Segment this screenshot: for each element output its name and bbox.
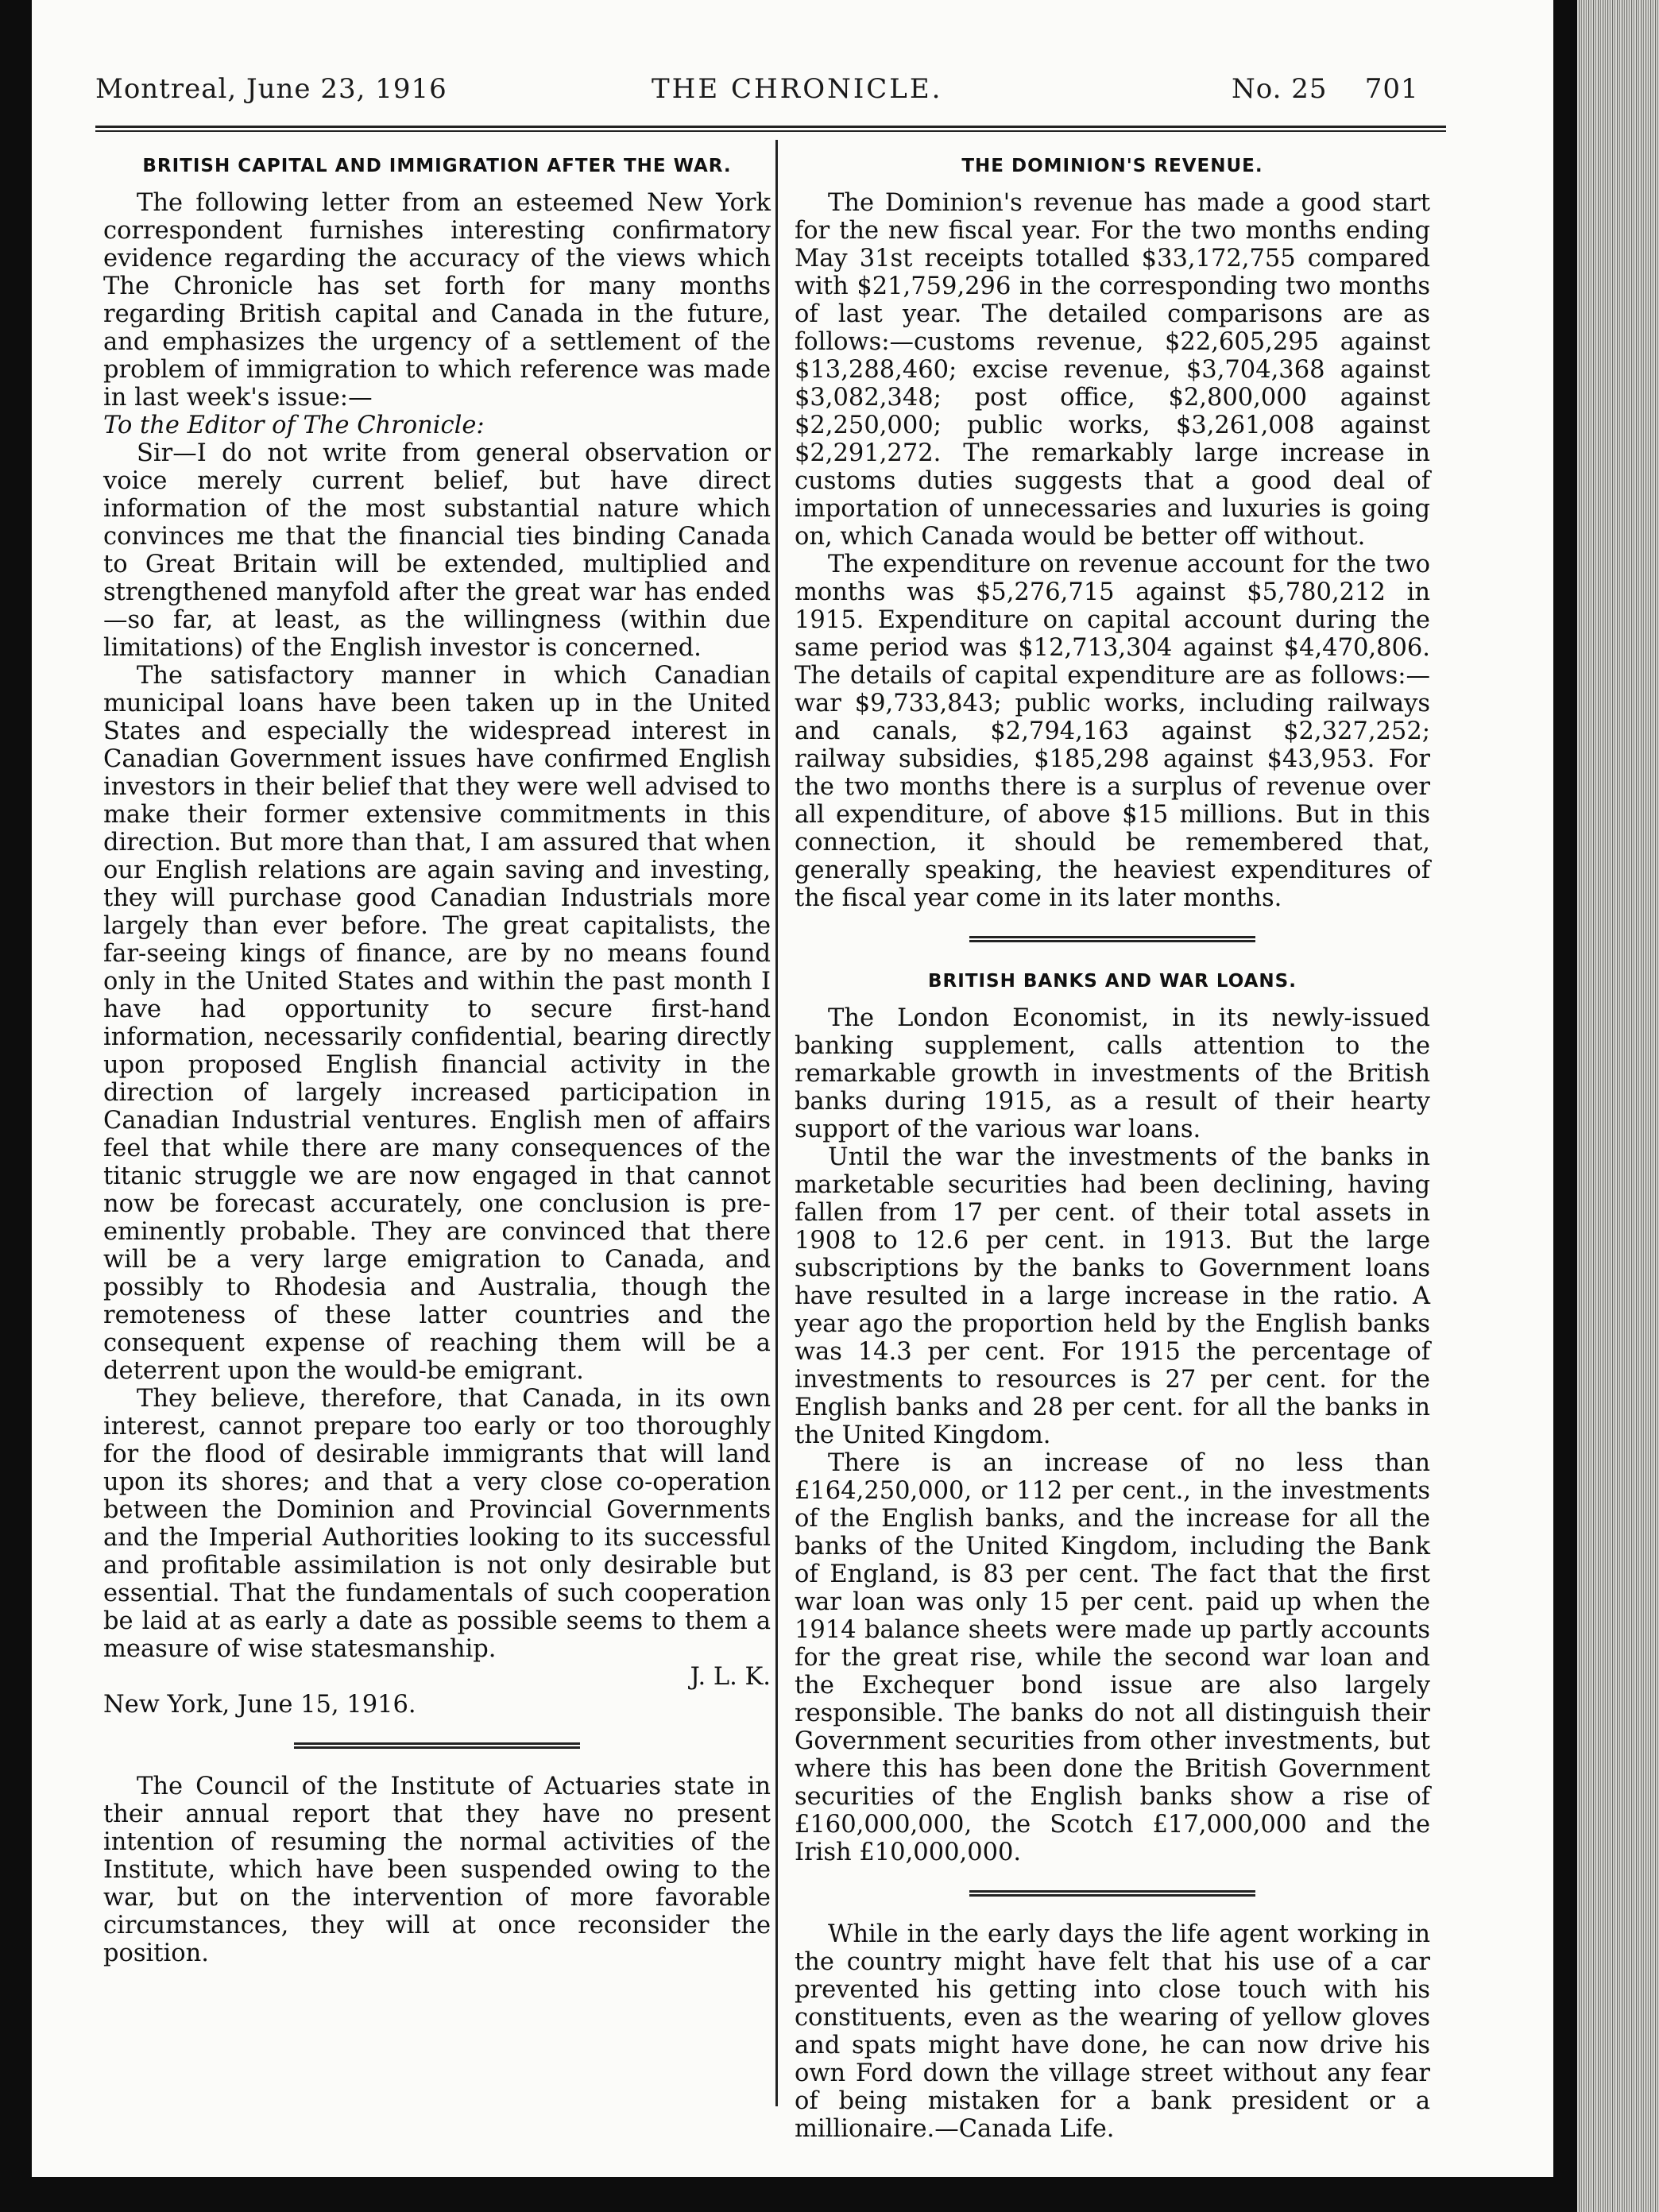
top-rule — [95, 126, 1446, 132]
header-date: Montreal, June 23, 1916 — [95, 73, 447, 105]
capital-intro: The following letter from an esteemed New York correspondent furnishes interesting confirmatory evidence regarding the accuracy of the views which The Chronicle has set forth for many months regarding British capital and Canada in the future, and emphasizes the urgency of a settlement of the problem of immigration to which reference was made in last week's issue:— — [103, 189, 771, 412]
capital-salutation: To the Editor of The Chronicle: — [103, 412, 485, 439]
header-title: THE CHRONICLE. — [652, 73, 943, 105]
column-divider — [775, 140, 778, 2106]
book-edge — [1577, 0, 1659, 2212]
capital-paragraph-3: They believe, therefore, that Canada, in its own interest, cannot prepare too early or too thoroughly for the flood of desirable immigrants that will land upon its shores; and that a very close co-operation between the Dominion and Provincial Governments and the Imperial Authorities looking to its successful and profitable assimilation is not only desirable but essential. That the fundamentals of such cooperation be laid at as early a date as possible seems to them a measure of wise statesmanship. — [103, 1385, 771, 1663]
capital-paragraph-1: Sir—I do not write from general observation or voice merely current belief, but have direct information of the most substantial nature which convinces me that the financial ties binding Canada to Great Britain will be extended, multiplied and strengthened manyfold after the great war has ended—so far, at least, as the willingness (within due limitations) of the English investor is concerned. — [103, 439, 771, 662]
article-title-revenue: THE DOMINION'S REVENUE. — [961, 156, 1263, 176]
separator-rule — [969, 1890, 1255, 1897]
separator-rule — [969, 936, 1255, 942]
banks-paragraph-1: The London Economist, in its newly-issued banking supplement, calls attention to the remarkable growth in investments of the British banks during 1915, as a result of their hearty support of the various war loans. — [795, 1004, 1430, 1143]
actuaries-paragraph: The Council of the Institute of Actuaries state in their annual report that they have no present intention of resuming the normal activities of the Institute, which have been suspended owing to the war, but on the intervention of more favorable circumstances, they will at once reconsider the position. — [103, 1773, 771, 1967]
banks-paragraph-3: There is an increase of no less than £164,250,000, or 112 per cent., in the investments of the English banks, and the increase for all the banks of the United Kingdom, including the Bank of England, is 83 per cent. The fact that the first war loan was only 15 per cent. paid up when the 1914 balance sheets were made up partly accounts for the great rise, while the second war loan and the Exchequer bond issue are also largely responsible. The banks do not all distinguish their Government securities from other investments, but where this has been done the British Government securities of the English banks show a rise of £160,000,000, the Scotch £17,000,000 and the Irish £10,000,000. — [795, 1449, 1430, 1866]
article-title-capital: BRITISH CAPITAL AND IMMIGRATION AFTER THE WAR. — [142, 156, 732, 176]
right-column — [795, 151, 1430, 2143]
banks-paragraph-2: Until the war the investments of the banks in marketable securities had been declining, having fallen from 17 per cent. of their total assets in 1908 to 12.6 per cent. in 1913. But the large subscriptions by the banks to Government loans have resulted in a large increase in the ratio. A year ago the proportion held by the English banks was 14.3 per cent. For 1915 the percentage of investments to resources is 27 per cent. for the English banks and 28 per cent. for all the banks in the United Kingdom. — [795, 1143, 1430, 1449]
left-column — [103, 151, 771, 1967]
separator-rule — [294, 1742, 580, 1749]
header-issue-page: No. 25 701 — [1232, 73, 1419, 105]
agent-paragraph: While in the early days the life agent working in the country might have felt that his use of a car prevented his getting into close touch with his constituents, even as the wearing of yellow gloves and spats might have done, he can now drive his own Ford down the village street without any fear of being mistaken for a bank president or a millionaire.—Canada Life. — [795, 1920, 1430, 2143]
scan-shadow — [0, 2177, 1545, 2212]
capital-dateline: New York, June 15, 1916. — [103, 1691, 416, 1719]
capital-signature: J. L. K. — [690, 1663, 771, 1691]
capital-paragraph-2: The satisfactory manner in which Canadian municipal loans have been taken up in the United States and especially the widespread interest in Canadian Government issues have confirmed English investors in their belief that they were well advised to make their former extensive commitments in this direction. But more than that, I am assured that when our English relations are again saving and investing, they will purchase good Canadian Industrials more largely than ever before. The great capitalists, the far-seeing kings of finance, are by no means found only in the United States and within the past month I have had opportunity to secure first-hand information, necessarily confidential, bearing directly upon proposed English financial activity in the direction of largely increased participation in Canadian Industrial ventures. English men of affairs feel that while there are many consequences of the titanic struggle we are now engaged in that cannot now be forecast accurately, one conclusion is pre-eminently probable. They are convinced that there will be a very large emigration to Canada, and possibly to Rhodesia and Australia, though the remoteness of these latter countries and the consequent expense of reaching them will be a deterrent upon the would-be emigrant. — [103, 662, 771, 1385]
revenue-paragraph-1: The Dominion's revenue has made a good start for the new fiscal year. For the two months ending May 31st receipts totalled $33,172,755 compared with $21,759,296 in the corresponding two months of last year. The detailed comparisons are as follows:—customs revenue, $22,605,295 against $13,288,460; excise revenue, $3,704,368 against $3,082,348; post office, $2,800,000 against $2,250,000; public works, $3,261,008 against $2,291,272. The remarkably large increase in customs duties suggests that a good deal of importation of unnecessaries and luxuries is going on, which Canada would be better off without. — [795, 189, 1430, 551]
revenue-paragraph-2: The expenditure on revenue account for the two months was $5,276,715 against $5,780,212 in 1915. Expenditure on capital account during the same period was $12,713,304 against $4,470,806. The details of capital expenditure are as follows:—war $9,733,843; public works, including railways and canals, $2,794,163 against $2,327,252; railway subsidies, $185,298 against $43,953. For the two months there is a surplus of revenue over all expenditure, of above $15 millions. But in this connection, it should be remembered that, generally speaking, the heaviest expenditures of the fiscal year come in its later months. — [795, 551, 1430, 912]
article-title-banks: BRITISH BANKS AND WAR LOANS. — [928, 971, 1297, 992]
